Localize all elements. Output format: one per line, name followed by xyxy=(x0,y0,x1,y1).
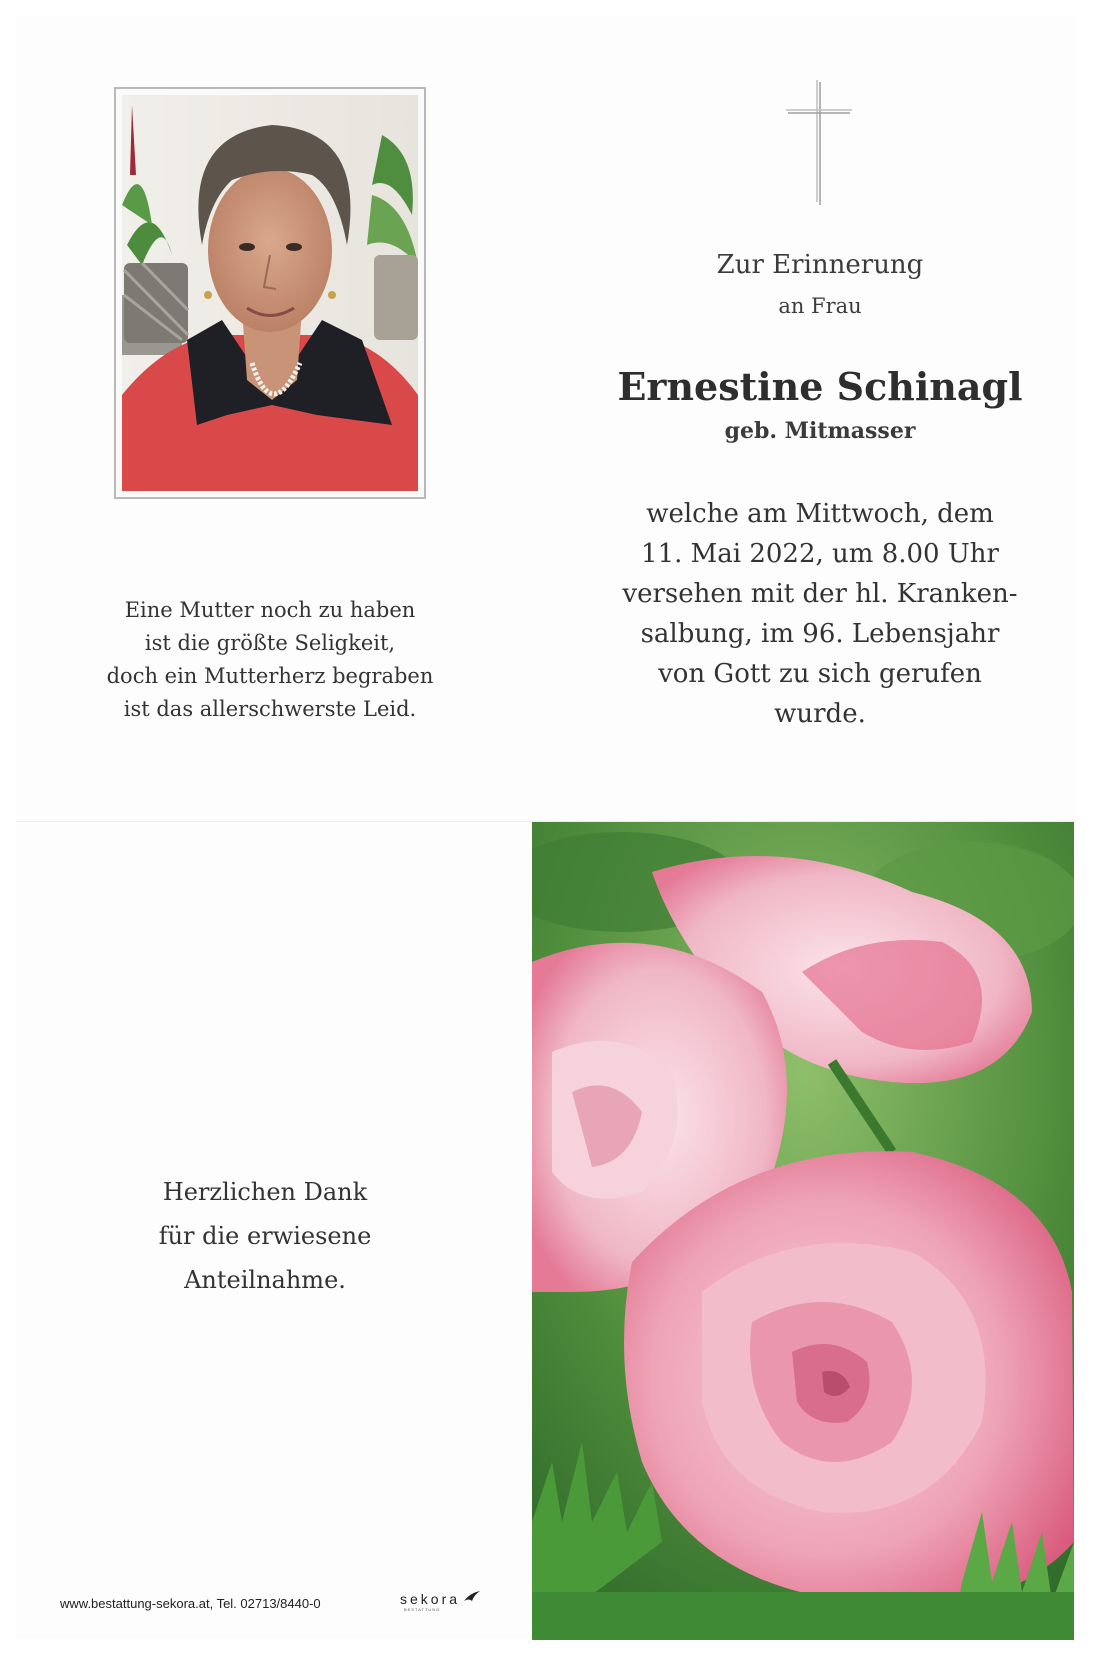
logo-name: sekora xyxy=(400,1591,461,1607)
deceased-name: Ernestine Schinagl xyxy=(617,364,1023,409)
remembrance-heading: Zur Erinnerung xyxy=(716,250,924,280)
footer xyxy=(60,1591,520,1615)
footer-contact: www.bestattung-sekora.at, Tel. 02713/8440-0 xyxy=(60,1596,321,1611)
portrait-image xyxy=(122,95,418,491)
portrait-photo xyxy=(114,87,426,499)
death-notice-line: von Gott zu sich gerufen xyxy=(658,659,982,689)
poem-line: doch ein Mutterherz begraben xyxy=(106,664,434,688)
poem-line: ist das allerschwerste Leid. xyxy=(123,697,417,721)
death-notice-line: 11. Mai 2022, um 8.00 Uhr xyxy=(641,539,999,569)
death-notice-line: welche am Mittwoch, dem xyxy=(646,499,994,529)
cross-icon xyxy=(784,80,854,210)
pink-roses-photo xyxy=(532,822,1074,1640)
thanks-line: Herzlichen Dank xyxy=(162,1178,368,1206)
death-notice-line: salbung, im 96. Lebensjahr xyxy=(640,619,1000,649)
thanks-line: für die erwiesene xyxy=(158,1222,372,1250)
death-notice-line: wurde. xyxy=(774,699,866,729)
death-notice xyxy=(590,494,1050,734)
memorial-poem xyxy=(80,594,460,726)
maiden-name: geb. Mitmasser xyxy=(724,418,916,444)
thanks-message xyxy=(110,1170,420,1302)
poem-line: Eine Mutter noch zu haben xyxy=(124,598,416,622)
sekora-logo xyxy=(400,1591,484,1615)
death-notice-line: versehen mit der hl. Kranken- xyxy=(622,579,1018,609)
logo-subtitle: BESTATTUNG xyxy=(404,1607,441,1612)
bird-icon xyxy=(464,1591,480,1603)
salutation: an Frau xyxy=(778,294,862,318)
poem-line: ist die größte Seligkeit, xyxy=(144,631,396,655)
thanks-line: Anteilnahme. xyxy=(184,1266,346,1294)
